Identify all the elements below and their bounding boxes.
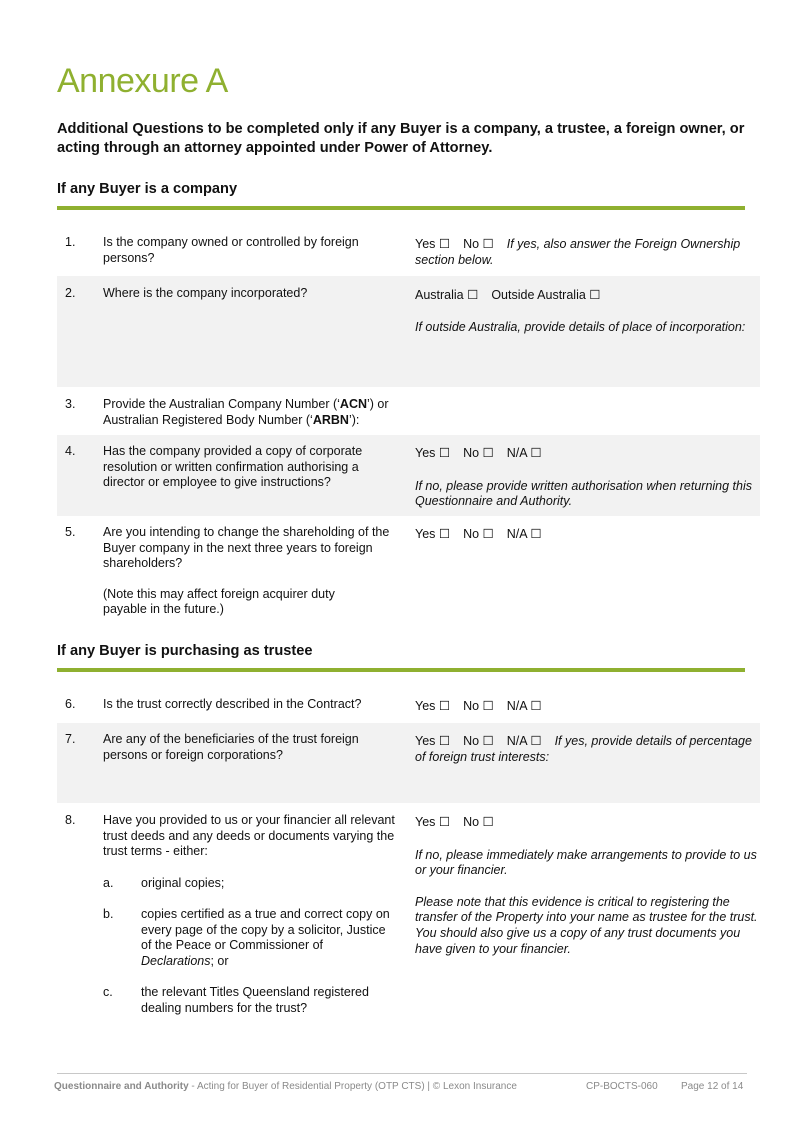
answer-area (415, 446, 760, 510)
section-divider (57, 206, 745, 210)
section-heading-trustee: If any Buyer is purchasing as trustee (57, 643, 313, 659)
no-checkbox[interactable]: No ☐ (463, 237, 494, 251)
answer-note: If no, please provide written authorisation when returning this Questionnaire and Authority. (415, 478, 752, 509)
question-number: 1. (65, 235, 76, 249)
answer-note: Please note that this evidence is critical to registering the transfer of the Property into your name as trustee for the trust. You should also give us a copy of any trust documents you have given to your financier. (415, 894, 758, 956)
section-heading-company: If any Buyer is a company (57, 181, 238, 197)
question-row-5 (57, 517, 760, 627)
answer-note: If no, please immediately make arrangements to provide to us or your financier. (415, 847, 757, 878)
no-checkbox[interactable]: No ☐ (463, 815, 494, 829)
yes-checkbox[interactable]: Yes ☐ (415, 237, 451, 251)
question-row-8: 8. Have you provided to us or your financier all relevant trust deeds and any deeds or documents varying the trust terms - either: a. original copies; b. copies certified as a true and correct copy on every page of the copy by a solicitor, Justice of the Peace or Commissioner of Declarations; or c. the relevant Titles Queensland registered dealing numbers for the trust? Yes ☐ No ☐ If no, please immediately make arrangements to provide to us or your financier. Please note that this evidence is critical to registering the transfer of the Property into your name as trustee for the trust. You should also give us a copy of any trust documents you have given to your financier. (57, 804, 760, 1034)
answer-area (415, 237, 760, 268)
no-checkbox[interactable]: No ☐ (463, 527, 494, 541)
question-row-4 (57, 435, 760, 516)
question-number: 8. (65, 813, 76, 827)
footer-title: Questionnaire and Authority - Acting for Buyer of Residential Property (OTP CTS) | © Lexon Insurance (54, 1081, 517, 1092)
question-number: 7. (65, 732, 76, 746)
na-checkbox[interactable]: N/A ☐ (506, 734, 542, 748)
page-number: Page 12 of 14 (681, 1081, 744, 1092)
section-divider (57, 668, 745, 672)
question-text: Are you intending to change the shareholding of the Buyer company in the next three years to foreign shareholders? (Note this may affect foreign acquirer duty payable in the future.) (103, 525, 390, 617)
question-text: Provide the Australian Company Number (‘ACN’) or Australian Registered Body Number (‘ARBN’): (103, 397, 389, 427)
yes-checkbox[interactable]: Yes ☐ (415, 699, 451, 713)
answer-area (415, 527, 760, 543)
yes-checkbox[interactable]: Yes ☐ (415, 446, 451, 460)
question-row-3 (57, 388, 760, 434)
footer-divider (57, 1073, 747, 1074)
answer-note: If outside Australia, provide details of place of incorporation: (415, 319, 746, 334)
answer-area (415, 815, 760, 957)
na-checkbox[interactable]: N/A ☐ (506, 446, 542, 460)
footer-code: CP-BOCTS-060 (586, 1081, 658, 1092)
answer-area (415, 699, 760, 715)
page-title: Annexure A (57, 62, 228, 100)
question-text: Is the company owned or controlled by foreign persons? (103, 235, 359, 265)
page-footer (54, 1081, 748, 1092)
yes-checkbox[interactable]: Yes ☐ (415, 734, 451, 748)
answer-note: If yes, provide details of percentage of foreign trust interests: (415, 734, 752, 764)
yes-checkbox[interactable]: Yes ☐ (415, 527, 451, 541)
question-text: Is the trust correctly described in the Contract? (103, 697, 362, 711)
question-row-1 (57, 227, 760, 275)
na-checkbox[interactable]: N/A ☐ (506, 527, 542, 541)
outside-australia-checkbox[interactable]: Outside Australia ☐ (491, 288, 601, 302)
question-number: 2. (65, 286, 76, 300)
question-text: Have you provided to us or your financier all relevant trust deeds and any deeds or documents varying the trust terms - either: (103, 813, 395, 859)
question-text: Are any of the beneficiaries of the trust foreign persons or foreign corporations? (103, 732, 359, 762)
no-checkbox[interactable]: No ☐ (463, 734, 494, 748)
question-number: 4. (65, 444, 76, 458)
na-checkbox[interactable]: N/A ☐ (506, 699, 542, 713)
question-number: 6. (65, 697, 76, 711)
no-checkbox[interactable]: No ☐ (463, 446, 494, 460)
question-row-2 (57, 276, 760, 387)
question-text: Where is the company incorporated? (103, 286, 308, 300)
question-text: Has the company provided a copy of corporate resolution or written confirmation authorising a director or employee to give instructions? (103, 444, 363, 490)
intro-text: Additional Questions to be completed only if any Buyer is a company, a trustee, a foreign owner, or acting through an attorney appointed under Power of Attorney. (57, 121, 745, 156)
answer-note: If yes, also answer the Foreign Ownership section below. (415, 237, 741, 267)
question-row-6 (57, 689, 760, 722)
answer-area (415, 288, 760, 335)
australia-checkbox[interactable]: Australia ☐ (415, 288, 479, 302)
question-row-7 (57, 723, 760, 803)
question-number: 5. (65, 525, 76, 539)
question-note: (Note this may affect foreign acquirer duty payable in the future.) (103, 586, 335, 617)
no-checkbox[interactable]: No ☐ (463, 699, 494, 713)
answer-area (415, 734, 760, 765)
yes-checkbox[interactable]: Yes ☐ (415, 815, 451, 829)
question-number: 3. (65, 397, 76, 411)
